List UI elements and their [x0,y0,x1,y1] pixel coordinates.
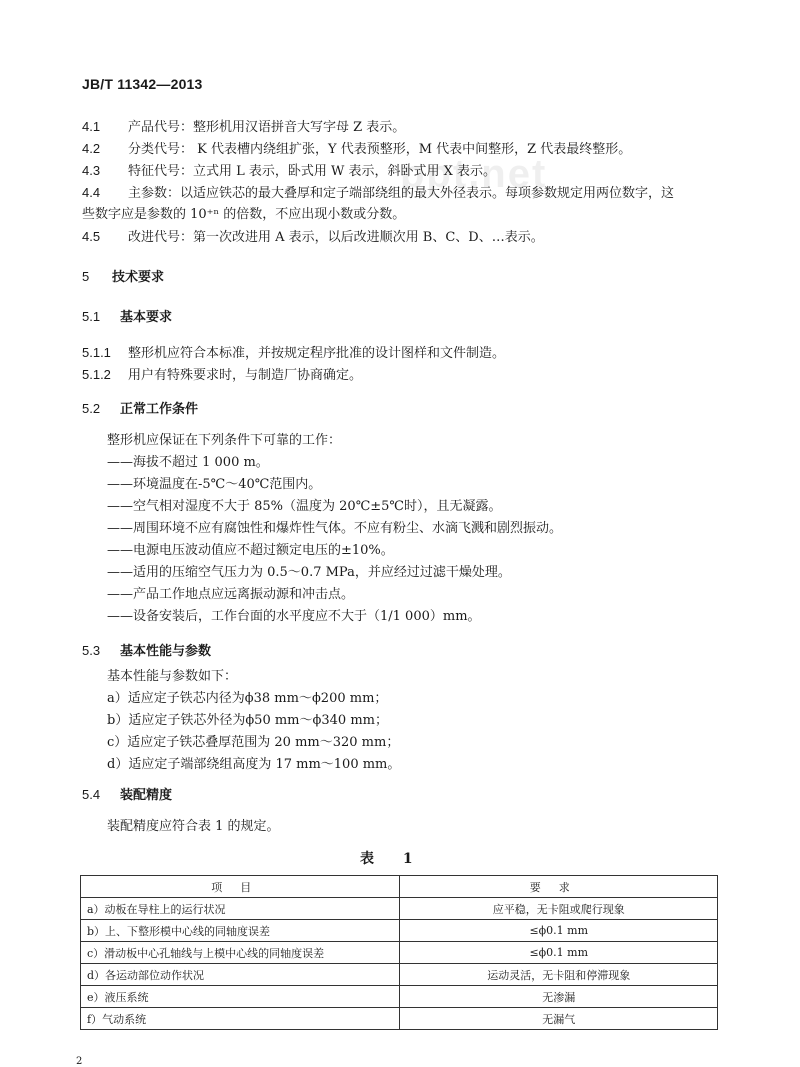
condition-item: ——电源电压波动值应不超过额定电压的±10%。 [107,543,394,558]
table-cell-item: e）液压系统 [81,986,400,1008]
section-5-4-heading: 5.4 装配精度 [82,787,173,802]
table-row [81,964,718,986]
table-header-item: 项目 [81,876,400,898]
table-row [81,898,718,920]
table-cell-item: f）气动系统 [81,1008,400,1030]
item-4-2: 4.2 分类代号： K 代表槽内绕组扩张，Y 代表预整形，M 代表中间整形，Z 代表最终整形。 [82,141,632,157]
section-5-1-heading: 5.1 基本要求 [82,309,173,324]
section-5-2-intro: 整形机应保证在下列条件下可靠的工作： [107,433,342,448]
item-4-1: 4.1 产品代号：整形机用汉语拼音大写字母 Z 表示。 [82,119,406,135]
table-header-row [81,876,718,898]
table-row [81,942,718,964]
table-row [81,1008,718,1030]
table-cell-requirement: 无渗漏 [400,986,718,1008]
table-cell-item: c）滑动板中心孔轴线与上模中心线的同轴度误差 [81,942,400,964]
watermark: ppt.net [400,152,548,196]
page-number: 2 [76,1056,83,1067]
condition-item: ——环境温度在-5℃～40℃范围内。 [107,477,322,492]
table-row [81,920,718,942]
condition-item: ——海拔不超过 1 000 m。 [107,455,269,470]
condition-item: ——适用的压缩空气压力为 0.5～0.7 MPa，并应经过过滤干燥处理。 [107,565,511,580]
condition-item: ——空气相对湿度不大于 85%（温度为 20℃±5℃时），且无凝露。 [107,499,502,514]
parameter-item: b）适应定子铁芯外径为ϕ50 mm～ϕ340 mm； [107,713,388,728]
table-cell-requirement: 应平稳，无卡阻或爬行现象 [400,898,718,920]
standard-header: JB/T 11342—2013 [82,76,203,92]
parameter-item: d）适应定子端部绕组高度为 17 mm～100 mm。 [107,757,401,772]
item-4-4-cont: 些数字应是参数的 10⁺ⁿ 的倍数，不应出现小数或分数。 [82,207,406,222]
section-5-3-intro: 基本性能与参数如下： [107,669,238,684]
section-5-4-intro: 装配精度应符合表 1 的规定。 [107,819,280,834]
item-4-5: 4.5 改进代号：第一次改进用 A 表示，以后改进顺次用 B、C、D、…表示。 [82,229,544,245]
item-4-4: 4.4 主参数：以适应铁芯的最大叠厚和定子端部绕组的最大外径表示。每项参数规定用两位数字，这 [82,185,675,201]
item-4-3: 4.3 特征代号：立式用 L 表示，卧式用 W 表示，斜卧式用 X 表示。 [82,163,497,179]
parameter-item: a）适应定子铁芯内径为ϕ38 mm～ϕ200 mm； [107,691,388,706]
table-cell-requirement: ≤ϕ0.1 mm [400,942,718,964]
table-cell-requirement: ≤ϕ0.1 mm [400,920,718,942]
section-5-2-heading: 5.2 正常工作条件 [82,401,199,416]
condition-item: ——设备安装后，工作台面的水平度应不大于（1/1 000）mm。 [107,609,481,624]
table-title: 表 1 [360,851,425,867]
condition-item: ——周围环境不应有腐蚀性和爆炸性气体。不应有粉尘、水滴飞溅和剧烈振动。 [107,521,563,536]
condition-item: ——产品工作地点应远离振动源和冲击点。 [107,587,355,602]
table-header-requirement: 要求 [400,876,718,898]
section-5-3-heading: 5.3 基本性能与参数 [82,643,212,658]
item-5-1-1: 5.1.1 整形机应符合本标准，并按规定程序批准的设计图样和文件制造。 [82,345,506,361]
table-cell-item: a）动板在导柱上的运行状况 [81,898,400,920]
table-row [81,986,718,1008]
item-5-1-2: 5.1.2 用户有特殊要求时，与制造厂协商确定。 [82,367,363,383]
table-cell-requirement: 无漏气 [400,1008,718,1030]
precision-table [80,875,718,1030]
parameter-item: c）适应定子铁芯叠厚范围为 20 mm～320 mm； [107,735,400,750]
table-cell-item: d）各运动部位动作状况 [81,964,400,986]
section-5-heading: 5 技术要求 [82,269,165,284]
table-cell-requirement: 运动灵活，无卡阻和停滞现象 [400,964,718,986]
table-cell-item: b）上、下整形模中心线的同轴度误差 [81,920,400,942]
